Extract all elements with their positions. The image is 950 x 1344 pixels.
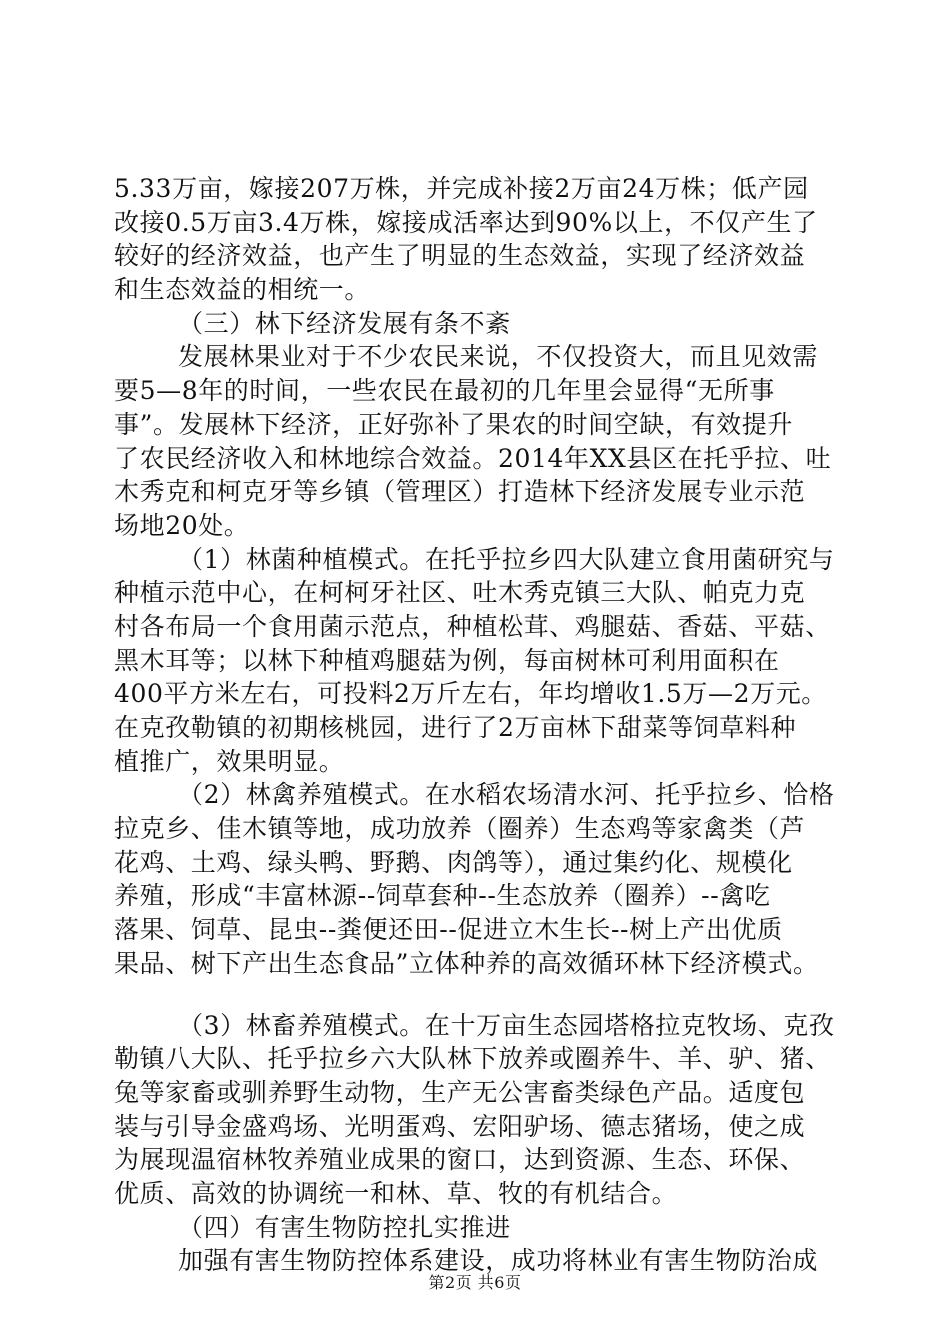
text-line: 发展林果业对于不少农民来说，不仅投资大，而且见效需: [178, 342, 819, 372]
text-line: 和生态效益的相统一。: [114, 275, 371, 305]
page-number-footer: 第2页 共6页: [428, 1273, 522, 1292]
section-heading: （三）林下经济发展有条不紊: [178, 308, 511, 338]
text-line: 兔等家畜或驯养野生动物，生产无公害畜类绿色产品。适度包: [114, 1077, 806, 1107]
text-line: 在克孜勒镇的初期核桃园，进行了2万亩林下甜菜等饲草料种: [114, 713, 797, 742]
text-line: 植推广，效果明显。: [114, 746, 345, 776]
text-line: 为展现温宿林牧养殖业成果的窗口，达到资源、生态、环保、: [114, 1145, 806, 1175]
text-line: 场地20处。: [114, 510, 250, 540]
text-line: （1）林菌种植模式。在托乎拉乡四大队建立食用菌研究与: [178, 544, 835, 574]
section-heading: （四）有害生物防控扎实推进: [178, 1212, 511, 1242]
text-line: 改接0.5万亩3.4万株，嫁接成活率达到90%以上，不仅产生了: [114, 207, 818, 237]
text-line: 村各布局一个食用菌示范点，种植松茸、鸡腿菇、香菇、平菇、: [114, 611, 831, 641]
text-line: 装与引导金盛鸡场、光明蛋鸡、宏阳驴场、德志猪场，使之成: [114, 1111, 806, 1141]
text-line: 优质、高效的协调统一和林、草、牧的有机结合。: [114, 1178, 678, 1208]
text-line: 黑木耳等；以林下种植鸡腿菇为例，每亩树林可利用面积在: [114, 645, 780, 675]
text-line: 拉克乡、佳木镇等地，成功放养（圈养）生态鸡等家禽类（芦: [114, 814, 806, 844]
text-line: 5.33万亩，嫁接207万株，并完成补接2万亩24万株；低产园: [114, 174, 809, 203]
text-line: 养殖，形成“丰富林源--饲草套种--生态放养（圈养）--禽吃: [114, 881, 771, 911]
text-line: 果品、树下产出生态食品”立体种养的高效循环林下经济模式。: [114, 948, 819, 978]
text-line: 要5—8年的时间，一些农民在最初的几年里会显得“无所事: [114, 376, 775, 406]
text-line: 落果、饲草、昆虫--粪便还田--促进立木生长--树上产出优质: [114, 915, 783, 945]
text-line: 400平方米左右，可投料2万斤左右，年均增收1.5万—2万元。: [114, 679, 827, 709]
paragraph-gap: [114, 981, 834, 1009]
text-line: 勒镇八大队、托乎拉乡六大队林下放养或圈养牛、羊、驴、猪、: [114, 1044, 831, 1074]
text-line: 花鸡、土鸡、绿头鸭、野鹅、肉鸽等），通过集约化、规模化: [114, 847, 793, 877]
document-body: [114, 172, 834, 1278]
text-line: 事”。发展林下经济，正好弥补了果农的时间空缺，有效提升: [114, 409, 793, 439]
text-line: 加强有害生物防控体系建设，成功将林业有害生物防治成: [178, 1246, 819, 1276]
text-line: 了农民经济收入和林地综合效益。2014年XX县区在托乎拉、吐: [114, 443, 832, 473]
text-line: （3）林畜养殖模式。在十万亩生态园塔格拉克牧场、克孜: [178, 1010, 835, 1040]
text-line: 种植示范中心，在柯柯牙社区、吐木秀克镇三大队、帕克力克: [114, 578, 806, 608]
text-line: （2）林禽养殖模式。在水稻农场清水河、托乎拉乡、恰格: [178, 780, 835, 810]
text-line: 较好的经济效益，也产生了明显的生态效益，实现了经济效益: [114, 241, 806, 271]
text-line: 木秀克和柯克牙等乡镇（管理区）打造林下经济发展专业示范: [114, 477, 806, 507]
